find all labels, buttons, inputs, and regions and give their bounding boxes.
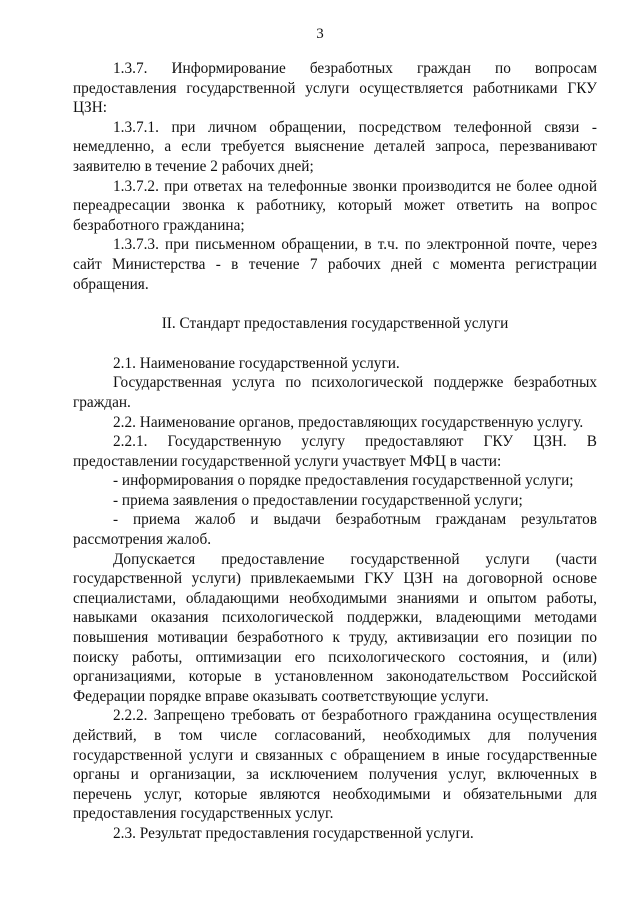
paragraph-1-3-7-3: 1.3.7.3. при письменном обращении, в т.ч. по электронной почте, через сайт Министерства - в течение 7 рабочих дней с момента регистрации обращения. [73, 236, 597, 293]
paragraph-2-2-2: 2.2.2. Запрещено требовать от безработного гражданина осуществления действий, в том числе согласований, необходимых для получения государственной услуги и связанных с обращением в иные государственные органы и организации, за исключением получения услуг, включенных в перечень услуг, которые являются необходимыми и обязательными для предоставления государственных услуг. [73, 707, 597, 823]
section-heading: II. Стандарт предоставления государственной услуги [161, 315, 509, 333]
list-item-informing: - информирования о порядке предоставления государственной услуги; [113, 472, 574, 490]
list-item-application: - приема заявления о предоставлении государственной услуги; [113, 491, 523, 509]
paragraph-service-name: Государственная услуга по психологической поддержке безработных граждан. [73, 374, 597, 411]
paragraph-2-3: 2.3. Результат предоставления государственной услуги. [113, 824, 474, 842]
paragraph-1-3-7: 1.3.7. Информирование безработных граждан по вопросам предоставления государственной услуги осуществляется работниками ГКУ ЦЗН: [73, 60, 597, 117]
paragraph-1-3-7-1: 1.3.7.1. при личном обращении, посредством телефонной связи - немедленно, а если требуется выяснение деталей запроса, перезванивают заявителю в течение 2 рабочих дней; [73, 118, 597, 175]
paragraph-1-3-7-2: 1.3.7.2. при ответах на телефонные звонки производится не более одной переадресации звонка к работнику, который может ответить на вопрос безработного гражданина; [73, 177, 597, 234]
document-body [73, 59, 597, 844]
paragraph-contractors: Допускается предоставление государственной услуги (части государственной услуги) привлекаемыми ГКУ ЦЗН на договорной основе специалистами, обладающими необходимыми знаниями и опытом работы, навыками оказания психологической поддержки, владеющими методами повышения мотивации безработного к труду, активизации его позиции по поиску работы, оптимизации его психологического состояния, и (или) организациями, которые в установленном законодательством Российской Федерации порядке вправе оказывать соответствующие услуги. [73, 550, 597, 705]
page-number: 3 [316, 26, 324, 42]
paragraph-2-2: 2.2. Наименование органов, предоставляющих государственную услугу. [113, 413, 584, 431]
paragraph-2-1: 2.1. Наименование государственной услуги. [113, 354, 400, 372]
list-item-complaints: - приема жалоб и выдачи безработным гражданам результатов рассмотрения жалоб. [73, 511, 597, 549]
paragraph-2-2-1: 2.2.1. Государственную услугу предоставляют ГКУ ЦЗН. В предоставлении государственной услуги участвует МФЦ в части: [73, 433, 597, 470]
